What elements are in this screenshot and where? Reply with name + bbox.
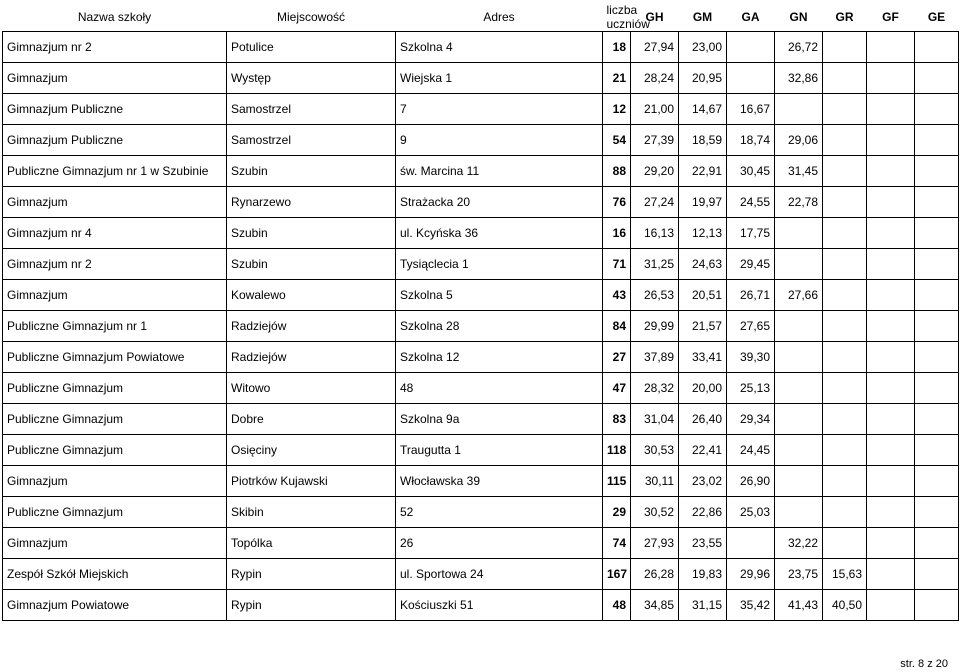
cell-ge <box>915 311 959 342</box>
table-row <box>3 218 959 249</box>
cell-school: Gimnazjum nr 2 <box>3 32 227 63</box>
col-header-gn: GN <box>789 9 808 24</box>
cell-gh: 30,11 <box>631 466 679 497</box>
cell-ga: 29,34 <box>727 404 775 435</box>
col-header-student-count: liczba uczniów <box>606 2 650 31</box>
cell-city: Szubin <box>227 156 396 187</box>
cell-school: Gimnazjum Publiczne <box>3 94 227 125</box>
cell-school: Publiczne Gimnazjum <box>3 404 227 435</box>
cell-school: Gimnazjum Powiatowe <box>3 590 227 621</box>
table-row <box>3 63 959 94</box>
cell-student-count: 118 <box>603 435 631 466</box>
cell-city: Rypin <box>227 590 396 621</box>
cell-address: Wiejska 1 <box>396 63 603 94</box>
cell-gn <box>775 373 823 404</box>
cell-gr <box>823 156 867 187</box>
cell-gn <box>775 218 823 249</box>
cell-gm: 23,00 <box>679 32 727 63</box>
cell-city: Samostrzel <box>227 125 396 156</box>
cell-gh: 27,93 <box>631 528 679 559</box>
cell-gf <box>867 311 915 342</box>
cell-ge <box>915 528 959 559</box>
table-row <box>3 342 959 373</box>
cell-student-count: 83 <box>603 404 631 435</box>
cell-gn: 31,45 <box>775 156 823 187</box>
cell-ga: 17,75 <box>727 218 775 249</box>
cell-student-count: 27 <box>603 342 631 373</box>
cell-ga: 39,30 <box>727 342 775 373</box>
cell-school: Publiczne Gimnazjum Powiatowe <box>3 342 227 373</box>
cell-gn: 27,66 <box>775 280 823 311</box>
cell-city: Radziejów <box>227 311 396 342</box>
cell-ga: 25,03 <box>727 497 775 528</box>
cell-school: Gimnazjum Publiczne <box>3 125 227 156</box>
cell-school: Publiczne Gimnazjum nr 1 <box>3 311 227 342</box>
cell-gh: 29,99 <box>631 311 679 342</box>
cell-gm: 22,41 <box>679 435 727 466</box>
cell-student-count: 76 <box>603 187 631 218</box>
cell-student-count: 47 <box>603 373 631 404</box>
cell-school: Gimnazjum nr 4 <box>3 218 227 249</box>
cell-gm: 20,00 <box>679 373 727 404</box>
cell-gm: 23,55 <box>679 528 727 559</box>
cell-gn <box>775 94 823 125</box>
table-row <box>3 590 959 621</box>
cell-school: Publiczne Gimnazjum nr 1 w Szubinie <box>3 156 227 187</box>
cell-gh: 37,89 <box>631 342 679 373</box>
cell-ge <box>915 125 959 156</box>
cell-address: Szkolna 28 <box>396 311 603 342</box>
cell-gm: 22,91 <box>679 156 727 187</box>
cell-gm: 18,59 <box>679 125 727 156</box>
cell-ge <box>915 218 959 249</box>
cell-gh: 30,52 <box>631 497 679 528</box>
cell-gn: 29,06 <box>775 125 823 156</box>
cell-ga <box>727 528 775 559</box>
cell-gn: 22,78 <box>775 187 823 218</box>
cell-city: Szubin <box>227 218 396 249</box>
cell-ga: 16,67 <box>727 94 775 125</box>
col-header-city: Miejscowość <box>276 9 345 24</box>
cell-ga: 24,55 <box>727 187 775 218</box>
cell-ge <box>915 342 959 373</box>
cell-gm: 19,97 <box>679 187 727 218</box>
cell-address: Traugutta 1 <box>396 435 603 466</box>
cell-gf <box>867 94 915 125</box>
cell-school: Gimnazjum <box>3 63 227 94</box>
cell-city: Dobre <box>227 404 396 435</box>
cell-gn: 26,72 <box>775 32 823 63</box>
cell-gr <box>823 218 867 249</box>
cell-city: Rypin <box>227 559 396 590</box>
cell-gr <box>823 249 867 280</box>
table-row <box>3 156 959 187</box>
cell-address: ul. Kcyńska 36 <box>396 218 603 249</box>
cell-gf <box>867 497 915 528</box>
cell-gf <box>867 559 915 590</box>
cell-gf <box>867 125 915 156</box>
table-row <box>3 280 959 311</box>
cell-address: 7 <box>396 94 603 125</box>
cell-city: Kowalewo <box>227 280 396 311</box>
cell-gr <box>823 311 867 342</box>
cell-gh: 27,94 <box>631 32 679 63</box>
cell-address: Szkolna 4 <box>396 32 603 63</box>
cell-ge <box>915 590 959 621</box>
cell-ga: 24,45 <box>727 435 775 466</box>
cell-gm: 20,95 <box>679 63 727 94</box>
cell-gf <box>867 342 915 373</box>
cell-ge <box>915 404 959 435</box>
cell-student-count: 12 <box>603 94 631 125</box>
cell-gn: 32,86 <box>775 63 823 94</box>
cell-gm: 23,02 <box>679 466 727 497</box>
cell-ga: 18,74 <box>727 125 775 156</box>
col-header-ga: GA <box>741 9 760 24</box>
cell-ge <box>915 435 959 466</box>
cell-gf <box>867 156 915 187</box>
cell-city: Osięciny <box>227 435 396 466</box>
cell-ge <box>915 497 959 528</box>
cell-address: Włocławska 39 <box>396 466 603 497</box>
cell-city: Skibin <box>227 497 396 528</box>
cell-ga: 29,45 <box>727 249 775 280</box>
cell-gr <box>823 280 867 311</box>
cell-student-count: 48 <box>603 590 631 621</box>
cell-gm: 12,13 <box>679 218 727 249</box>
cell-school: Gimnazjum nr 2 <box>3 249 227 280</box>
cell-student-count: 84 <box>603 311 631 342</box>
cell-address: 26 <box>396 528 603 559</box>
cell-gf <box>867 32 915 63</box>
cell-ge <box>915 156 959 187</box>
cell-ga: 29,96 <box>727 559 775 590</box>
cell-gn: 41,43 <box>775 590 823 621</box>
cell-gr <box>823 187 867 218</box>
cell-address: Szkolna 9a <box>396 404 603 435</box>
header-row <box>3 2 959 32</box>
cell-city: Radziejów <box>227 342 396 373</box>
cell-ga <box>727 63 775 94</box>
cell-gf <box>867 466 915 497</box>
cell-student-count: 29 <box>603 497 631 528</box>
cell-ge <box>915 63 959 94</box>
cell-gr <box>823 528 867 559</box>
cell-ge <box>915 559 959 590</box>
cell-ga: 25,13 <box>727 373 775 404</box>
cell-gf <box>867 280 915 311</box>
cell-city: Witowo <box>227 373 396 404</box>
cell-gh: 21,00 <box>631 94 679 125</box>
cell-city: Rynarzewo <box>227 187 396 218</box>
cell-gr <box>823 404 867 435</box>
cell-address: 48 <box>396 373 603 404</box>
cell-gr <box>823 497 867 528</box>
cell-address: Szkolna 5 <box>396 280 603 311</box>
cell-gn: 23,75 <box>775 559 823 590</box>
cell-gh: 34,85 <box>631 590 679 621</box>
cell-gn <box>775 342 823 373</box>
cell-gh: 26,53 <box>631 280 679 311</box>
col-header-gh: GH <box>645 9 664 24</box>
cell-city: Piotrków Kujawski <box>227 466 396 497</box>
cell-student-count: 74 <box>603 528 631 559</box>
cell-student-count: 54 <box>603 125 631 156</box>
cell-school: Zespół Szkół Miejskich <box>3 559 227 590</box>
table-row <box>3 466 959 497</box>
cell-gf <box>867 249 915 280</box>
cell-gr <box>823 373 867 404</box>
cell-gh: 30,53 <box>631 435 679 466</box>
col-header-school: Nazwa szkoły <box>77 9 152 24</box>
cell-gr <box>823 63 867 94</box>
cell-city: Topólka <box>227 528 396 559</box>
cell-ge <box>915 280 959 311</box>
cell-school: Publiczne Gimnazjum <box>3 435 227 466</box>
table-row <box>3 249 959 280</box>
cell-gm: 24,63 <box>679 249 727 280</box>
cell-gr <box>823 125 867 156</box>
col-header-address: Adres <box>483 9 515 24</box>
cell-gr: 40,50 <box>823 590 867 621</box>
cell-city: Występ <box>227 63 396 94</box>
cell-city: Potulice <box>227 32 396 63</box>
table-row <box>3 528 959 559</box>
cell-gh: 27,39 <box>631 125 679 156</box>
cell-school: Gimnazjum <box>3 280 227 311</box>
cell-gr: 15,63 <box>823 559 867 590</box>
cell-gh: 28,32 <box>631 373 679 404</box>
cell-ga: 26,90 <box>727 466 775 497</box>
col-header-gm: GM <box>692 9 713 24</box>
cell-ge <box>915 373 959 404</box>
cell-student-count: 167 <box>603 559 631 590</box>
cell-address: Tysiąclecia 1 <box>396 249 603 280</box>
cell-address: ul. Sportowa 24 <box>396 559 603 590</box>
cell-gn <box>775 249 823 280</box>
table-row <box>3 187 959 218</box>
col-header-ge: GE <box>927 9 946 24</box>
cell-ga: 30,45 <box>727 156 775 187</box>
cell-gm: 33,41 <box>679 342 727 373</box>
table-row <box>3 32 959 63</box>
cell-gh: 16,13 <box>631 218 679 249</box>
table-row <box>3 373 959 404</box>
cell-student-count: 115 <box>603 466 631 497</box>
cell-student-count: 21 <box>603 63 631 94</box>
cell-ge <box>915 466 959 497</box>
cell-gh: 26,28 <box>631 559 679 590</box>
cell-gn <box>775 497 823 528</box>
cell-school: Gimnazjum <box>3 466 227 497</box>
cell-gn <box>775 404 823 435</box>
cell-school: Gimnazjum <box>3 528 227 559</box>
table-row <box>3 125 959 156</box>
cell-gm: 21,57 <box>679 311 727 342</box>
page-number: str. 8 z 20 <box>900 658 948 670</box>
cell-student-count: 71 <box>603 249 631 280</box>
cell-gn: 32,22 <box>775 528 823 559</box>
cell-gh: 31,04 <box>631 404 679 435</box>
table-row <box>3 311 959 342</box>
cell-address: św. Marcina 11 <box>396 156 603 187</box>
cell-ga <box>727 32 775 63</box>
cell-gm: 19,83 <box>679 559 727 590</box>
cell-student-count: 88 <box>603 156 631 187</box>
cell-student-count: 16 <box>603 218 631 249</box>
cell-gh: 31,25 <box>631 249 679 280</box>
cell-gf <box>867 187 915 218</box>
cell-gm: 14,67 <box>679 94 727 125</box>
cell-gf <box>867 373 915 404</box>
cell-gf <box>867 218 915 249</box>
cell-gr <box>823 342 867 373</box>
cell-gr <box>823 466 867 497</box>
cell-ge <box>915 249 959 280</box>
table-row <box>3 559 959 590</box>
cell-ge <box>915 187 959 218</box>
results-table <box>2 2 959 621</box>
cell-gm: 20,51 <box>679 280 727 311</box>
cell-gh: 28,24 <box>631 63 679 94</box>
cell-gr <box>823 94 867 125</box>
cell-school: Publiczne Gimnazjum <box>3 373 227 404</box>
cell-gh: 29,20 <box>631 156 679 187</box>
cell-gm: 31,15 <box>679 590 727 621</box>
table-row <box>3 94 959 125</box>
cell-student-count: 18 <box>603 32 631 63</box>
cell-gf <box>867 63 915 94</box>
cell-ga: 26,71 <box>727 280 775 311</box>
cell-ga: 35,42 <box>727 590 775 621</box>
cell-gf <box>867 590 915 621</box>
col-header-gf: GF <box>882 9 899 24</box>
cell-school: Gimnazjum <box>3 187 227 218</box>
cell-ge <box>915 32 959 63</box>
cell-city: Szubin <box>227 249 396 280</box>
cell-gr <box>823 435 867 466</box>
cell-gn <box>775 435 823 466</box>
cell-gf <box>867 528 915 559</box>
table-row <box>3 435 959 466</box>
cell-gh: 27,24 <box>631 187 679 218</box>
table-row <box>3 497 959 528</box>
cell-school: Publiczne Gimnazjum <box>3 497 227 528</box>
cell-gn <box>775 311 823 342</box>
cell-address: Kościuszki 51 <box>396 590 603 621</box>
cell-address: 52 <box>396 497 603 528</box>
cell-gm: 26,40 <box>679 404 727 435</box>
cell-ge <box>915 94 959 125</box>
cell-gn <box>775 466 823 497</box>
table-row <box>3 404 959 435</box>
cell-city: Samostrzel <box>227 94 396 125</box>
cell-student-count: 43 <box>603 280 631 311</box>
cell-address: 9 <box>396 125 603 156</box>
cell-address: Strażacka 20 <box>396 187 603 218</box>
cell-gr <box>823 32 867 63</box>
cell-gf <box>867 435 915 466</box>
col-header-gr: GR <box>835 9 854 24</box>
cell-gm: 22,86 <box>679 497 727 528</box>
cell-address: Szkolna 12 <box>396 342 603 373</box>
cell-ga: 27,65 <box>727 311 775 342</box>
cell-gf <box>867 404 915 435</box>
